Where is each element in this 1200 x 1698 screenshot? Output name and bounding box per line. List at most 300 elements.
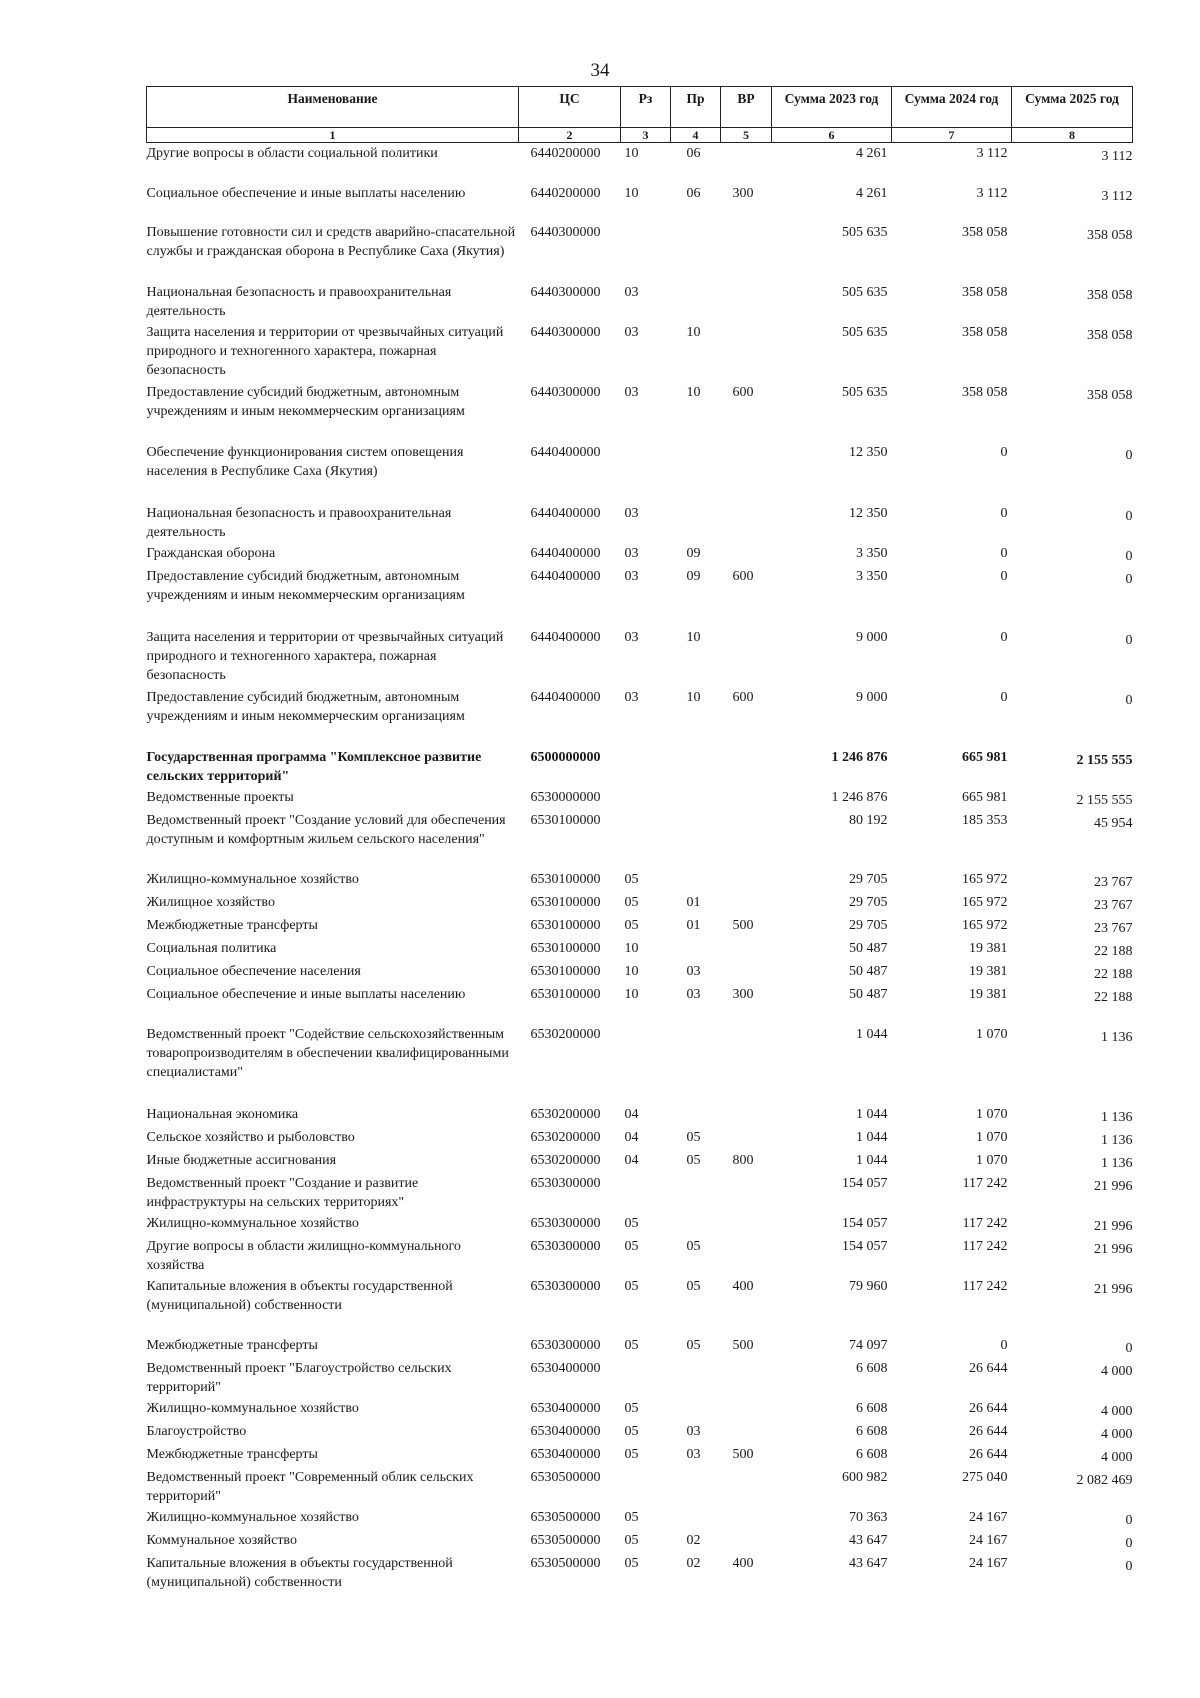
row-name: Ведомственный проект "Создание условий для обеспечения доступным и комфортным жильем сельского населения" <box>146 812 506 847</box>
table-row <box>147 1507 1133 1530</box>
row-pr <box>671 1104 721 1127</box>
page-number: 34 <box>590 60 610 81</box>
header-rz: Рз <box>621 87 671 128</box>
row-sum-2023: 29 705 <box>849 894 888 910</box>
row-name: Национальная безопасность и правоохранительная деятельность <box>146 284 452 319</box>
row-sum-2023: 4 261 <box>856 185 888 201</box>
row-pr <box>671 810 721 869</box>
row-cs: 6440400000 <box>530 545 601 561</box>
row-sum-2024: 165 972 <box>962 917 1008 933</box>
row-cs: 6440200000 <box>530 146 601 161</box>
row-pr <box>671 1507 721 1530</box>
row-sum-2025: 0 <box>1125 1512 1133 1528</box>
row-pr <box>671 1398 721 1421</box>
row-name: Предоставление субсидий бюджетным, автономным учреждениям и иным некоммерческим организациям <box>146 568 465 603</box>
row-sum-2024: 117 242 <box>962 1278 1008 1294</box>
table-row <box>147 747 1133 787</box>
row-name: Национальная безопасность и правоохранительная деятельность <box>146 505 452 540</box>
row-sum-2024: 26 644 <box>969 1360 1008 1376</box>
row-pr: 06 <box>686 146 701 161</box>
row-name: Другие вопросы в области социальной политики <box>146 146 438 161</box>
row-sum-2025: 1 136 <box>1101 1155 1133 1171</box>
row-cs: 6440400000 <box>530 444 601 460</box>
row-vr <box>721 503 772 543</box>
row-sum-2025: 0 <box>1125 571 1133 587</box>
table-row <box>147 1467 1133 1507</box>
row-cs: 6530100000 <box>530 812 601 828</box>
table-row <box>147 892 1133 915</box>
row-rz: 05 <box>624 1446 639 1462</box>
row-sum-2025: 358 058 <box>1087 387 1133 403</box>
row-sum-2023: 12 350 <box>849 505 888 521</box>
row-vr <box>721 1213 772 1236</box>
row-sum-2025: 0 <box>1125 1535 1133 1551</box>
row-vr: 500 <box>732 1446 754 1462</box>
row-vr: 600 <box>732 384 754 400</box>
row-cs: 6530200000 <box>530 1129 601 1145</box>
table-row <box>147 1104 1133 1127</box>
row-vr <box>721 1421 772 1444</box>
header-sum-2025: Сумма 2025 год <box>1012 87 1133 128</box>
header-pr: Пр <box>671 87 721 128</box>
row-sum-2025: 4 000 <box>1101 1363 1133 1379</box>
row-sum-2025: 4 000 <box>1101 1449 1133 1465</box>
row-sum-2024: 185 353 <box>962 812 1008 828</box>
row-pr: 05 <box>686 1278 701 1294</box>
row-rz: 05 <box>624 1423 639 1439</box>
row-pr: 05 <box>686 1152 701 1168</box>
header-vr: ВР <box>721 87 772 128</box>
row-cs: 6530400000 <box>530 1360 601 1376</box>
row-name: Национальная экономика <box>146 1106 299 1122</box>
row-sum-2023: 1 246 876 <box>831 749 888 765</box>
row-sum-2024: 358 058 <box>962 384 1008 400</box>
row-rz: 04 <box>624 1129 639 1145</box>
row-cs: 6530500000 <box>530 1532 601 1548</box>
row-pr: 05 <box>686 1238 701 1254</box>
row-sum-2024: 0 <box>1000 568 1008 584</box>
row-vr <box>721 810 772 869</box>
row-sum-2025: 4 000 <box>1101 1403 1133 1419</box>
table-row <box>147 938 1133 961</box>
row-vr <box>721 282 772 322</box>
row-cs: 6440300000 <box>530 384 601 400</box>
row-cs: 6530300000 <box>530 1278 601 1294</box>
row-pr <box>671 1024 721 1104</box>
row-rz <box>621 1024 671 1104</box>
row-cs: 6530300000 <box>530 1175 601 1191</box>
row-vr: 300 <box>732 986 754 1002</box>
row-pr <box>671 442 721 503</box>
row-cs: 6530000000 <box>530 789 601 805</box>
row-sum-2025: 23 767 <box>1094 920 1133 936</box>
row-name: Благоустройство <box>146 1423 247 1439</box>
row-cs: 6440400000 <box>530 689 601 705</box>
row-sum-2025: 0 <box>1125 632 1133 648</box>
row-vr: 400 <box>732 1555 754 1571</box>
row-sum-2023: 1 044 <box>856 1106 888 1122</box>
row-sum-2023: 3 350 <box>856 545 888 561</box>
row-sum-2023: 505 635 <box>842 284 888 300</box>
row-name: Социальная политика <box>146 940 277 956</box>
row-sum-2024: 1 070 <box>976 1152 1008 1168</box>
row-vr <box>721 892 772 915</box>
row-sum-2023: 6 608 <box>856 1423 888 1439</box>
row-rz: 10 <box>624 963 639 979</box>
row-pr: 01 <box>686 917 701 933</box>
row-sum-2024: 165 972 <box>962 871 1008 887</box>
row-pr <box>671 787 721 810</box>
row-name: Межбюджетные трансферты <box>146 1446 318 1462</box>
row-sum-2025: 21 996 <box>1094 1281 1133 1297</box>
row-sum-2023: 9 000 <box>856 689 888 705</box>
row-sum-2024: 665 981 <box>962 749 1008 765</box>
row-pr: 03 <box>686 1423 701 1439</box>
table-row <box>147 503 1133 543</box>
row-cs: 6530300000 <box>530 1337 601 1353</box>
table-row <box>147 382 1133 442</box>
row-name: Межбюджетные трансферты <box>146 1337 318 1353</box>
row-sum-2023: 6 608 <box>856 1400 888 1416</box>
row-sum-2025: 358 058 <box>1087 287 1133 303</box>
row-sum-2023: 1 044 <box>856 1129 888 1145</box>
row-cs: 6530400000 <box>530 1400 601 1416</box>
row-sum-2024: 1 070 <box>976 1026 1008 1042</box>
row-rz: 05 <box>624 1400 639 1416</box>
row-sum-2025: 2 155 555 <box>1076 792 1133 808</box>
row-pr: 05 <box>686 1129 701 1145</box>
row-rz <box>621 1467 671 1507</box>
table-row <box>147 1553 1133 1593</box>
row-sum-2025: 45 954 <box>1094 815 1133 831</box>
row-sum-2025: 21 996 <box>1094 1178 1133 1194</box>
column-number: 4 <box>671 128 721 143</box>
row-cs: 6530200000 <box>530 1106 601 1122</box>
row-name: Межбюджетные трансферты <box>146 917 318 933</box>
table-row <box>147 543 1133 566</box>
table-row <box>147 1173 1133 1213</box>
row-cs: 6530100000 <box>530 917 601 933</box>
row-sum-2024: 117 242 <box>962 1215 1008 1231</box>
row-sum-2023: 1 044 <box>856 1026 888 1042</box>
table-row <box>147 687 1133 747</box>
row-sum-2025: 0 <box>1125 447 1133 463</box>
row-sum-2023: 1 246 876 <box>831 789 888 805</box>
row-sum-2023: 154 057 <box>842 1215 888 1231</box>
row-pr <box>671 1173 721 1213</box>
column-number: 7 <box>892 128 1012 143</box>
row-pr <box>671 503 721 543</box>
header-name: Наименование <box>147 87 519 128</box>
row-cs: 6440200000 <box>530 185 601 201</box>
row-cs: 6530200000 <box>530 1152 601 1168</box>
row-name: Капитальные вложения в объекты государственной (муниципальной) собственности <box>146 1278 453 1313</box>
row-rz: 05 <box>624 917 639 933</box>
row-name: Жилищное хозяйство <box>146 894 275 910</box>
row-rz: 04 <box>624 1152 639 1168</box>
row-sum-2025: 358 058 <box>1087 227 1133 243</box>
row-vr: 600 <box>732 689 754 705</box>
row-vr <box>721 1530 772 1553</box>
row-pr: 10 <box>686 629 701 645</box>
table-row <box>147 810 1133 869</box>
row-rz: 03 <box>624 689 639 705</box>
row-sum-2023: 74 097 <box>849 1337 888 1353</box>
row-rz: 10 <box>624 940 639 956</box>
table-row <box>147 1127 1133 1150</box>
row-pr: 10 <box>686 324 701 340</box>
header-sum-2024: Сумма 2024 год <box>892 87 1012 128</box>
row-sum-2025: 0 <box>1125 1558 1133 1574</box>
table-row <box>147 1530 1133 1553</box>
row-pr: 03 <box>686 986 701 1002</box>
row-name: Социальное обеспечение и иные выплаты населению <box>146 986 466 1002</box>
row-sum-2024: 24 167 <box>969 1509 1008 1525</box>
row-pr <box>671 222 721 282</box>
table-row <box>147 1421 1133 1444</box>
row-sum-2023: 154 057 <box>842 1175 888 1191</box>
row-sum-2024: 24 167 <box>969 1555 1008 1571</box>
row-sum-2024: 358 058 <box>962 224 1008 240</box>
row-rz: 03 <box>624 629 639 645</box>
row-name: Иные бюджетные ассигнования <box>146 1152 337 1168</box>
row-name: Другие вопросы в области жилищно-коммунального хозяйства <box>146 1238 461 1273</box>
row-cs: 6530100000 <box>530 986 601 1002</box>
table-row <box>147 1444 1133 1467</box>
row-cs: 6530500000 <box>530 1555 601 1571</box>
row-sum-2025: 0 <box>1125 548 1133 564</box>
row-cs: 6440400000 <box>530 568 601 584</box>
row-pr: 10 <box>686 384 701 400</box>
row-sum-2025: 3 112 <box>1101 188 1133 204</box>
row-sum-2023: 43 647 <box>849 1555 888 1571</box>
row-vr <box>721 222 772 282</box>
row-sum-2024: 19 381 <box>969 940 1008 956</box>
row-sum-2024: 19 381 <box>969 963 1008 979</box>
row-name: Ведомственный проект "Создание и развитие инфраструктуры на сельских территориях" <box>146 1175 419 1210</box>
row-name: Защита населения и территории от чрезвычайных ситуаций природного и техногенного характера, пожарная безопасность <box>146 324 504 378</box>
row-name: Предоставление субсидий бюджетным, автономным учреждениям и иным некоммерческим организациям <box>146 689 465 724</box>
column-number: 6 <box>772 128 892 143</box>
table-row <box>147 869 1133 892</box>
row-sum-2023: 70 363 <box>849 1509 888 1525</box>
table-row <box>147 1150 1133 1173</box>
row-name: Социальное обеспечение населения <box>146 963 361 979</box>
row-rz <box>621 787 671 810</box>
row-name: Жилищно-коммунальное хозяйство <box>146 1215 359 1231</box>
row-name: Обеспечение функционирования систем оповещения населения в Республике Саха (Якутия) <box>146 444 464 479</box>
row-sum-2023: 12 350 <box>849 444 888 460</box>
row-vr <box>721 787 772 810</box>
row-pr <box>671 1467 721 1507</box>
table-row <box>147 787 1133 810</box>
table-row <box>147 183 1133 222</box>
table-row <box>147 1335 1133 1358</box>
row-sum-2024: 117 242 <box>962 1238 1008 1254</box>
row-name: Предоставление субсидий бюджетным, автономным учреждениям и иным некоммерческим организациям <box>146 384 465 419</box>
table-row <box>147 322 1133 382</box>
row-sum-2023: 80 192 <box>849 812 888 828</box>
row-sum-2023: 4 261 <box>856 146 888 161</box>
row-sum-2024: 26 644 <box>969 1400 1008 1416</box>
row-sum-2023: 154 057 <box>842 1238 888 1254</box>
row-vr <box>721 1104 772 1127</box>
row-sum-2024: 1 070 <box>976 1106 1008 1122</box>
row-pr: 03 <box>686 963 701 979</box>
row-rz <box>621 810 671 869</box>
row-sum-2025: 22 188 <box>1094 966 1133 982</box>
row-cs: 6440400000 <box>530 629 601 645</box>
row-rz: 05 <box>624 1278 639 1294</box>
table-row <box>147 1276 1133 1335</box>
row-vr <box>721 1398 772 1421</box>
row-sum-2023: 29 705 <box>849 917 888 933</box>
row-vr: 400 <box>732 1278 754 1294</box>
row-pr: 01 <box>686 894 701 910</box>
row-vr <box>721 747 772 787</box>
row-rz: 03 <box>624 505 639 521</box>
row-pr <box>671 1213 721 1236</box>
table-row <box>147 282 1133 322</box>
row-vr <box>721 143 772 183</box>
row-cs: 6440300000 <box>530 324 601 340</box>
row-sum-2024: 358 058 <box>962 284 1008 300</box>
row-cs: 6530400000 <box>530 1446 601 1462</box>
column-number: 3 <box>621 128 671 143</box>
row-cs: 6530300000 <box>530 1215 601 1231</box>
row-rz: 05 <box>624 871 639 887</box>
row-vr <box>721 1173 772 1213</box>
row-cs: 6530100000 <box>530 963 601 979</box>
table-row <box>147 143 1133 183</box>
row-sum-2025: 22 188 <box>1094 943 1133 959</box>
row-rz: 05 <box>624 1238 639 1254</box>
row-rz: 05 <box>624 1532 639 1548</box>
table-row <box>147 1213 1133 1236</box>
table-row <box>147 222 1133 282</box>
table-row <box>147 1398 1133 1421</box>
row-pr: 05 <box>686 1337 701 1353</box>
row-sum-2024: 0 <box>1000 629 1008 645</box>
row-sum-2023: 505 635 <box>842 384 888 400</box>
row-sum-2023: 50 487 <box>849 986 888 1002</box>
row-vr <box>721 322 772 382</box>
row-vr <box>721 1358 772 1398</box>
row-vr <box>721 869 772 892</box>
row-vr <box>721 1236 772 1276</box>
row-rz: 04 <box>624 1106 639 1122</box>
row-rz: 05 <box>624 1555 639 1571</box>
row-sum-2025: 1 136 <box>1101 1029 1133 1045</box>
row-name: Ведомственные проекты <box>146 789 294 805</box>
row-pr: 02 <box>686 1555 701 1571</box>
row-sum-2025: 23 767 <box>1094 874 1133 890</box>
row-vr <box>721 543 772 566</box>
row-cs: 6500000000 <box>530 749 601 765</box>
row-name: Жилищно-коммунальное хозяйство <box>146 1400 359 1416</box>
table-row <box>147 1024 1133 1104</box>
row-sum-2023: 79 960 <box>849 1278 888 1294</box>
row-pr: 06 <box>686 185 701 201</box>
row-sum-2024: 275 040 <box>962 1469 1008 1485</box>
row-sum-2024: 165 972 <box>962 894 1008 910</box>
row-rz: 03 <box>624 324 639 340</box>
row-sum-2025: 358 058 <box>1087 327 1133 343</box>
row-pr: 09 <box>686 568 701 584</box>
column-number: 8 <box>1012 128 1133 143</box>
row-vr: 500 <box>732 1337 754 1353</box>
row-sum-2023: 3 350 <box>856 568 888 584</box>
row-sum-2023: 505 635 <box>842 324 888 340</box>
table-row <box>147 627 1133 687</box>
row-cs: 6530100000 <box>530 871 601 887</box>
row-pr: 03 <box>686 1446 701 1462</box>
row-vr <box>721 1467 772 1507</box>
row-vr <box>721 1127 772 1150</box>
row-sum-2023: 43 647 <box>849 1532 888 1548</box>
row-cs: 6530100000 <box>530 894 601 910</box>
row-sum-2024: 0 <box>1000 1337 1008 1353</box>
row-vr: 300 <box>732 185 754 201</box>
row-name: Капитальные вложения в объекты государственной (муниципальной) собственности <box>146 1555 453 1590</box>
row-sum-2024: 24 167 <box>969 1532 1008 1548</box>
row-sum-2025: 1 136 <box>1101 1132 1133 1148</box>
row-pr <box>671 747 721 787</box>
row-pr <box>671 282 721 322</box>
row-sum-2024: 0 <box>1000 545 1008 561</box>
column-number: 2 <box>519 128 621 143</box>
row-sum-2024: 665 981 <box>962 789 1008 805</box>
row-rz: 03 <box>624 284 639 300</box>
row-rz <box>621 1358 671 1398</box>
row-rz: 03 <box>624 568 639 584</box>
header-row <box>147 87 1133 128</box>
row-cs: 6440300000 <box>530 284 601 300</box>
row-vr <box>721 938 772 961</box>
row-name: Гражданская оборона <box>146 545 276 561</box>
row-sum-2024: 26 644 <box>969 1446 1008 1462</box>
row-pr: 09 <box>686 545 701 561</box>
row-rz <box>621 222 671 282</box>
row-sum-2024: 358 058 <box>962 324 1008 340</box>
row-rz: 05 <box>624 1509 639 1525</box>
row-cs: 6530300000 <box>530 1238 601 1254</box>
table-row <box>147 442 1133 503</box>
header-cs: ЦС <box>519 87 621 128</box>
row-cs: 6440300000 <box>530 224 601 240</box>
row-vr: 500 <box>732 917 754 933</box>
row-sum-2023: 6 608 <box>856 1446 888 1462</box>
table-row <box>147 1236 1133 1276</box>
row-pr <box>671 869 721 892</box>
table-row <box>147 1358 1133 1398</box>
row-cs: 6530500000 <box>530 1469 601 1485</box>
row-rz: 10 <box>624 146 639 161</box>
row-sum-2023: 29 705 <box>849 871 888 887</box>
row-name: Повышение готовности сил и средств аварийно-спасательной службы и гражданская оборона в Республике Саха (Якутия) <box>146 224 516 259</box>
row-cs: 6440400000 <box>530 505 601 521</box>
row-sum-2023: 6 608 <box>856 1360 888 1376</box>
row-sum-2025: 4 000 <box>1101 1426 1133 1442</box>
row-name: Государственная программа "Комплексное развитие сельских территорий" <box>146 749 482 784</box>
row-cs: 6530500000 <box>530 1509 601 1525</box>
row-sum-2024: 1 070 <box>976 1129 1008 1145</box>
row-sum-2024: 3 112 <box>976 185 1008 201</box>
row-name: Жилищно-коммунальное хозяйство <box>146 1509 359 1525</box>
row-sum-2024: 3 112 <box>976 146 1008 161</box>
row-name: Сельское хозяйство и рыболовство <box>146 1129 355 1145</box>
row-sum-2025: 21 996 <box>1094 1218 1133 1234</box>
